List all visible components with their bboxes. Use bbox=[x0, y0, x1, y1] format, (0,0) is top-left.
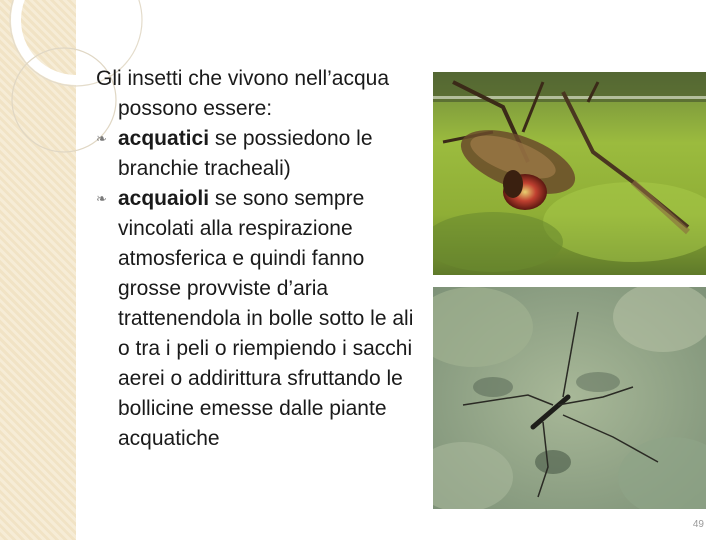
bullet-acquaioli bbox=[96, 184, 418, 454]
photo-water-strider bbox=[433, 287, 706, 509]
curl-bullet-icon: ❧ bbox=[96, 191, 107, 206]
bullet-term: acquatici bbox=[118, 127, 210, 150]
intro-text: Gli insetti che vivono nell’acqua possono essere: bbox=[96, 67, 389, 120]
bullet-acquatici bbox=[96, 124, 418, 184]
slide-body bbox=[96, 64, 418, 454]
bullet-text: se possiedono le branchie tracheali) bbox=[118, 127, 373, 180]
page-number: 49 bbox=[692, 519, 704, 530]
curl-bullet-icon: ❧ bbox=[96, 131, 107, 146]
bullet-term: acquaioli bbox=[118, 187, 210, 210]
photo-backswimmer bbox=[433, 72, 706, 275]
bullet-text: se sono sempre vincolati alla respirazione atmosferica e quindi fanno grosse provviste d’aria trattenendola in bolle sotto le ali o tra i peli o riempiendo i sacchi aerei o addirittura sfruttando le bollicine emesse dalle piante acquatiche bbox=[118, 187, 414, 450]
